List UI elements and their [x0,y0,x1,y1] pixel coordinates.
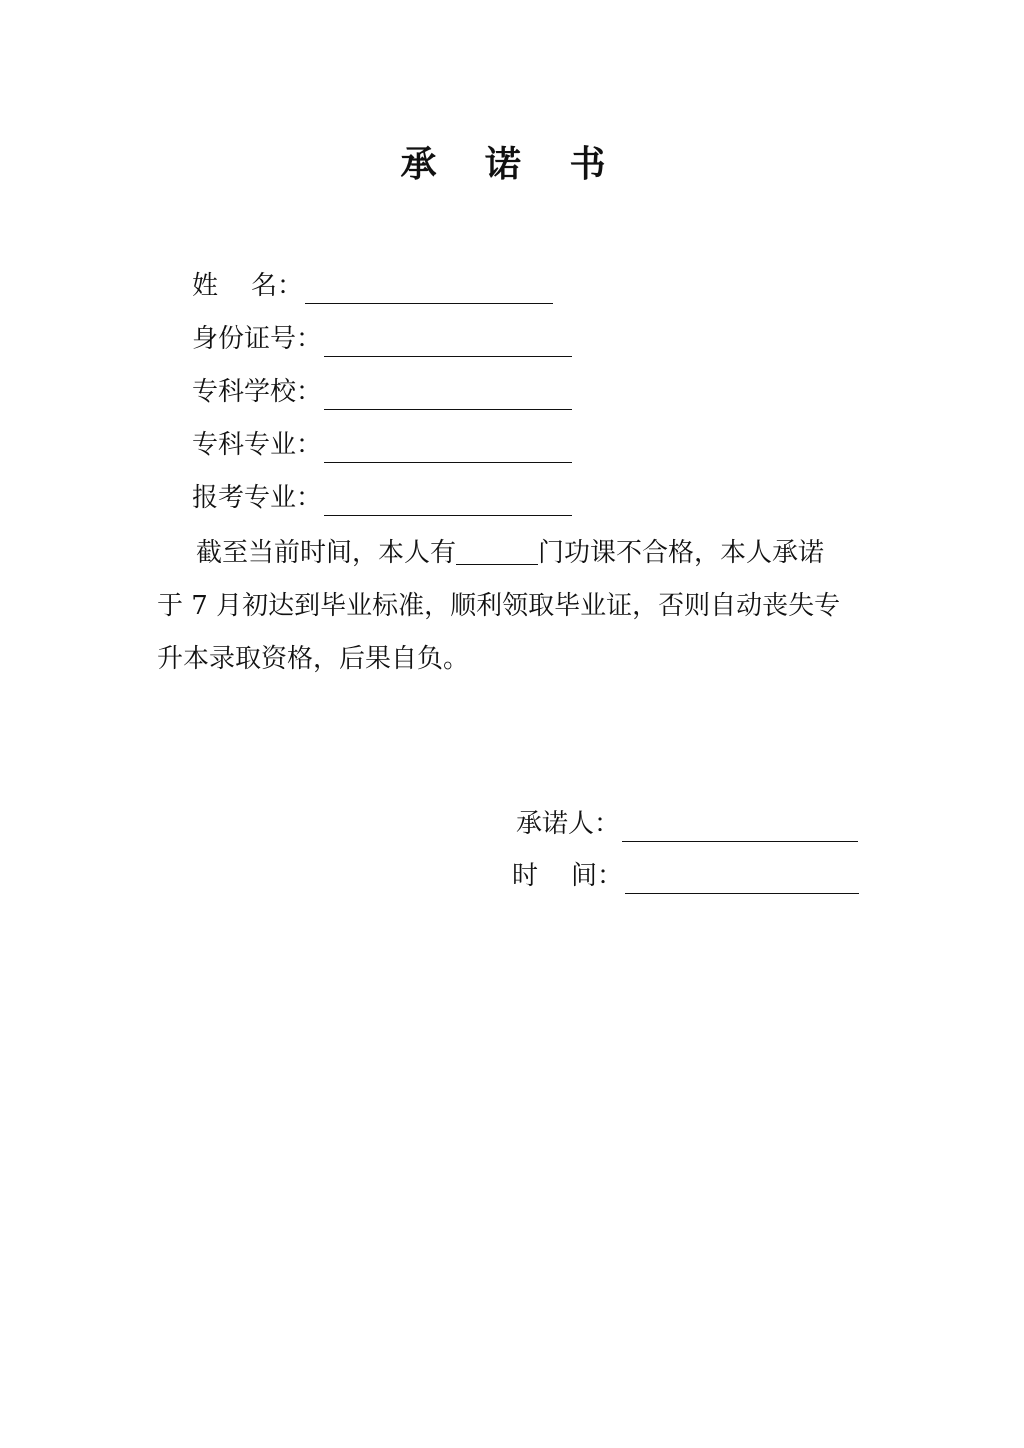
failed-courses-blank[interactable] [456,536,538,565]
college-field [192,374,572,410]
college-major-label: 专科专业： [192,430,323,460]
date-blank-line[interactable] [625,863,859,894]
paragraph-line-1 [196,535,824,571]
promiser-blank-line[interactable] [622,811,858,842]
name-label: 姓 名： [192,271,304,301]
promiser-label: 承诺人： [516,809,621,839]
college-major-blank-line[interactable] [324,432,572,463]
id-number-blank-line[interactable] [324,326,572,357]
date-label: 时 间： [512,861,624,891]
college-label: 专科学校： [192,377,323,407]
document-title: 承 诺 书 [400,143,624,185]
id-number-label: 身份证号： [192,324,323,354]
name-blank-line[interactable] [305,273,553,304]
paragraph-line-2: 于 7 月初达到毕业标准，顺利领取毕业证，否则自动丧失专 [157,591,841,621]
paragraph-line-1-pre: 截至当前时间，本人有 [196,538,457,568]
applied-major-blank-line[interactable] [324,485,572,516]
date-field [512,858,859,894]
applied-major-label: 报考专业： [192,483,323,513]
id-number-field [192,321,572,357]
college-major-field [192,427,572,463]
college-blank-line[interactable] [324,379,572,410]
promiser-field [516,806,858,842]
name-field [192,268,553,304]
paragraph-line-1-post: 门功课不合格，本人承诺 [538,538,825,568]
paragraph-line-3: 升本录取资格，后果自负。 [157,644,470,674]
applied-major-field [192,480,572,516]
